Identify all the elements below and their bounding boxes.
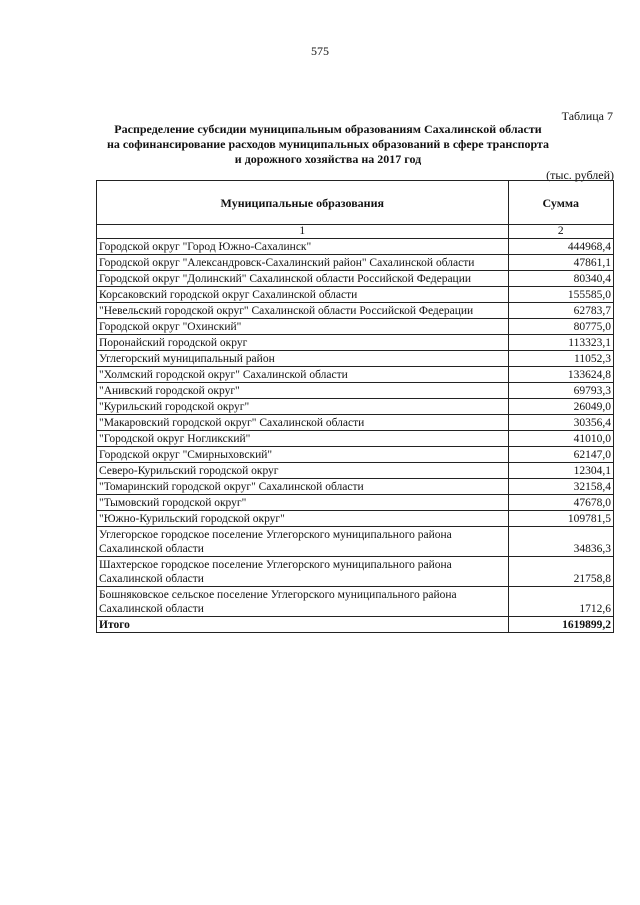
table-label: Таблица 7 [561,109,613,123]
table-row [97,479,614,495]
municipality-name: Углегорское городское поселение Углегорского муниципального района Сахалинской области [97,527,509,557]
subsidy-sum: 11052,3 [508,351,613,367]
municipality-name: "Тымовский городской округ" [97,495,509,511]
subsidy-sum: 155585,0 [508,287,613,303]
total-label: Итого [97,617,509,633]
municipality-name: "Городской округ Ногликский" [97,431,509,447]
table-row [97,255,614,271]
subsidy-sum: 32158,4 [508,479,613,495]
table-row [97,557,614,587]
municipality-name: Углегорский муниципальный район [97,351,509,367]
municipality-name: Поронайский городской округ [97,335,509,351]
municipality-name: "Курильский городской округ" [97,399,509,415]
document-title [100,122,556,167]
subsidy-sum: 12304,1 [508,463,613,479]
table-row [97,527,614,557]
municipality-name: "Невельский городской округ" Сахалинской области Российской Федерации [97,303,509,319]
subsidy-sum: 62147,0 [508,447,613,463]
table-body [97,239,614,617]
subsidy-sum: 69793,3 [508,383,613,399]
municipality-name: "Макаровский городской округ" Сахалинской области [97,415,509,431]
table-row [97,463,614,479]
table-row [97,431,614,447]
municipality-name: Городской округ "Город Южно-Сахалинск" [97,239,509,255]
subsidy-table [96,180,614,633]
municipality-name: "Холмский городской округ" Сахалинской области [97,367,509,383]
column-index-2: 2 [508,225,613,239]
table-row [97,495,614,511]
municipality-name: Городской округ "Александровск-Сахалинский район" Сахалинской области [97,255,509,271]
total-sum: 1619899,2 [508,617,613,633]
table-row [97,447,614,463]
table-row [97,587,614,617]
table-row [97,351,614,367]
title-line-3: и дорожного хозяйства на 2017 год [234,152,422,166]
subsidy-sum: 109781,5 [508,511,613,527]
subsidy-sum: 62783,7 [508,303,613,319]
subsidy-sum: 113323,1 [508,335,613,351]
table-row [97,367,614,383]
units-label: (тыс. рублей) [546,168,614,182]
table-row [97,511,614,527]
column-index-row [97,225,614,239]
subsidy-sum: 21758,8 [508,557,613,587]
municipality-name: Городской округ "Охинский" [97,319,509,335]
subsidy-sum: 47678,0 [508,495,613,511]
subsidy-sum: 41010,0 [508,431,613,447]
municipality-name: Городской округ "Долинский" Сахалинской области Российской Федерации [97,271,509,287]
table-row [97,303,614,319]
table-row [97,239,614,255]
table-row [97,319,614,335]
subsidy-sum: 80775,0 [508,319,613,335]
subsidy-sum: 47861,1 [508,255,613,271]
subsidy-sum: 1712,6 [508,587,613,617]
subsidy-sum: 26049,0 [508,399,613,415]
page-number: 575 [311,44,329,58]
subsidy-sum: 444968,4 [508,239,613,255]
subsidy-sum: 34836,3 [508,527,613,557]
table-header-row [97,181,614,225]
total-row [97,617,614,633]
table-row [97,399,614,415]
title-line-2: на софинансирование расходов муниципальных образований в сфере транспорта [106,137,550,151]
municipality-name: "Южно-Курильский городской округ" [97,511,509,527]
municipality-name: Корсаковский городской округ Сахалинской области [97,287,509,303]
subsidy-sum: 30356,4 [508,415,613,431]
table-row [97,415,614,431]
municipality-name: Городской округ "Смирныховский" [97,447,509,463]
municipality-name: Шахтерское городское поселение Углегорского муниципального района Сахалинской области [97,557,509,587]
subsidy-sum: 80340,4 [508,271,613,287]
table-row [97,383,614,399]
title-line-1: Распределение субсидии муниципальным образованиям Сахалинской области [114,122,542,136]
municipality-name: "Анивский городской округ" [97,383,509,399]
municipality-name: Северо-Курильский городской округ [97,463,509,479]
header-sum: Сумма [508,181,613,225]
table-row [97,287,614,303]
subsidy-sum: 133624,8 [508,367,613,383]
header-municipalities: Муниципальные образования [97,181,509,225]
column-index-1: 1 [97,225,509,239]
municipality-name: "Томаринский городской округ" Сахалинской области [97,479,509,495]
table-row [97,271,614,287]
table-row [97,335,614,351]
municipality-name: Бошняковское сельское поселение Углегорского муниципального района Сахалинской области [97,587,509,617]
